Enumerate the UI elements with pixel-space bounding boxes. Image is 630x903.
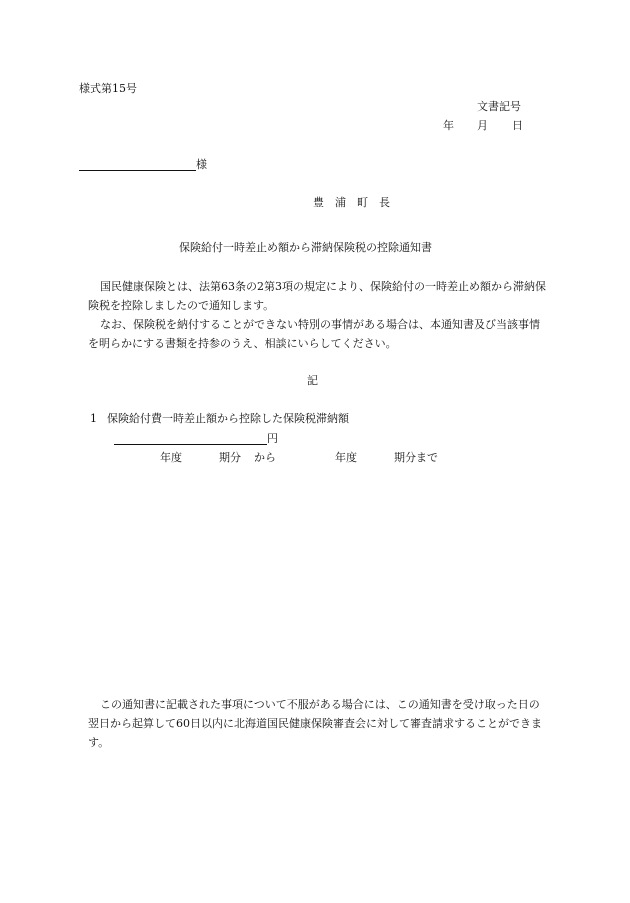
- period-from-term-label: 期分: [219, 451, 241, 464]
- body-paragraph: 国民健康保険とは、法第63条の2第3項の規定により、保険給付の一時差止め額から滞納保険税を控除しましたので通知します。: [88, 280, 546, 312]
- appeal-notice: [88, 695, 548, 752]
- date-month-label: 月: [477, 119, 488, 132]
- notice-body: [88, 277, 548, 353]
- item1-label: 保険給付費一時差止額から控除した保険税滞納額: [107, 412, 349, 425]
- period-to-year-label: 年度: [335, 451, 357, 464]
- ki-heading: 記: [307, 374, 318, 387]
- addressee-suffix: 様: [196, 158, 207, 171]
- period-from-year-label: 年度: [160, 451, 182, 464]
- addressee-blank-underline: [79, 170, 196, 171]
- date-year-label: 年: [443, 119, 454, 132]
- period-to-term-label: 期分まで: [394, 451, 438, 464]
- period-from-label: から: [254, 451, 276, 464]
- item1-line: [90, 411, 349, 426]
- yen-unit: 円: [267, 432, 278, 445]
- item1-number: 1: [90, 412, 97, 425]
- amount-blank-underline: [114, 444, 267, 445]
- sender-name: 豊 浦 町 長: [313, 196, 390, 209]
- body-paragraph: なお、保険税を納付することができない特別の事情がある場合は、本通知書及び当該事情を明らかにする書類を持参のうえ、相談にいらしてください。: [88, 318, 540, 350]
- notice-title: 保険給付一時差止め額から滞納保険税の控除通知書: [179, 241, 432, 254]
- form-number: 様式第15号: [79, 82, 137, 95]
- document-reference-label: 文書記号: [477, 100, 521, 113]
- date-day-label: 日: [512, 119, 523, 132]
- appeal-notice-text: この通知書に記載された事項について不服がある場合には、この通知書を受け取った日の翌日から起算して60日以内に北海道国民健康保険審査会に対して審査請求することができます。: [88, 698, 542, 749]
